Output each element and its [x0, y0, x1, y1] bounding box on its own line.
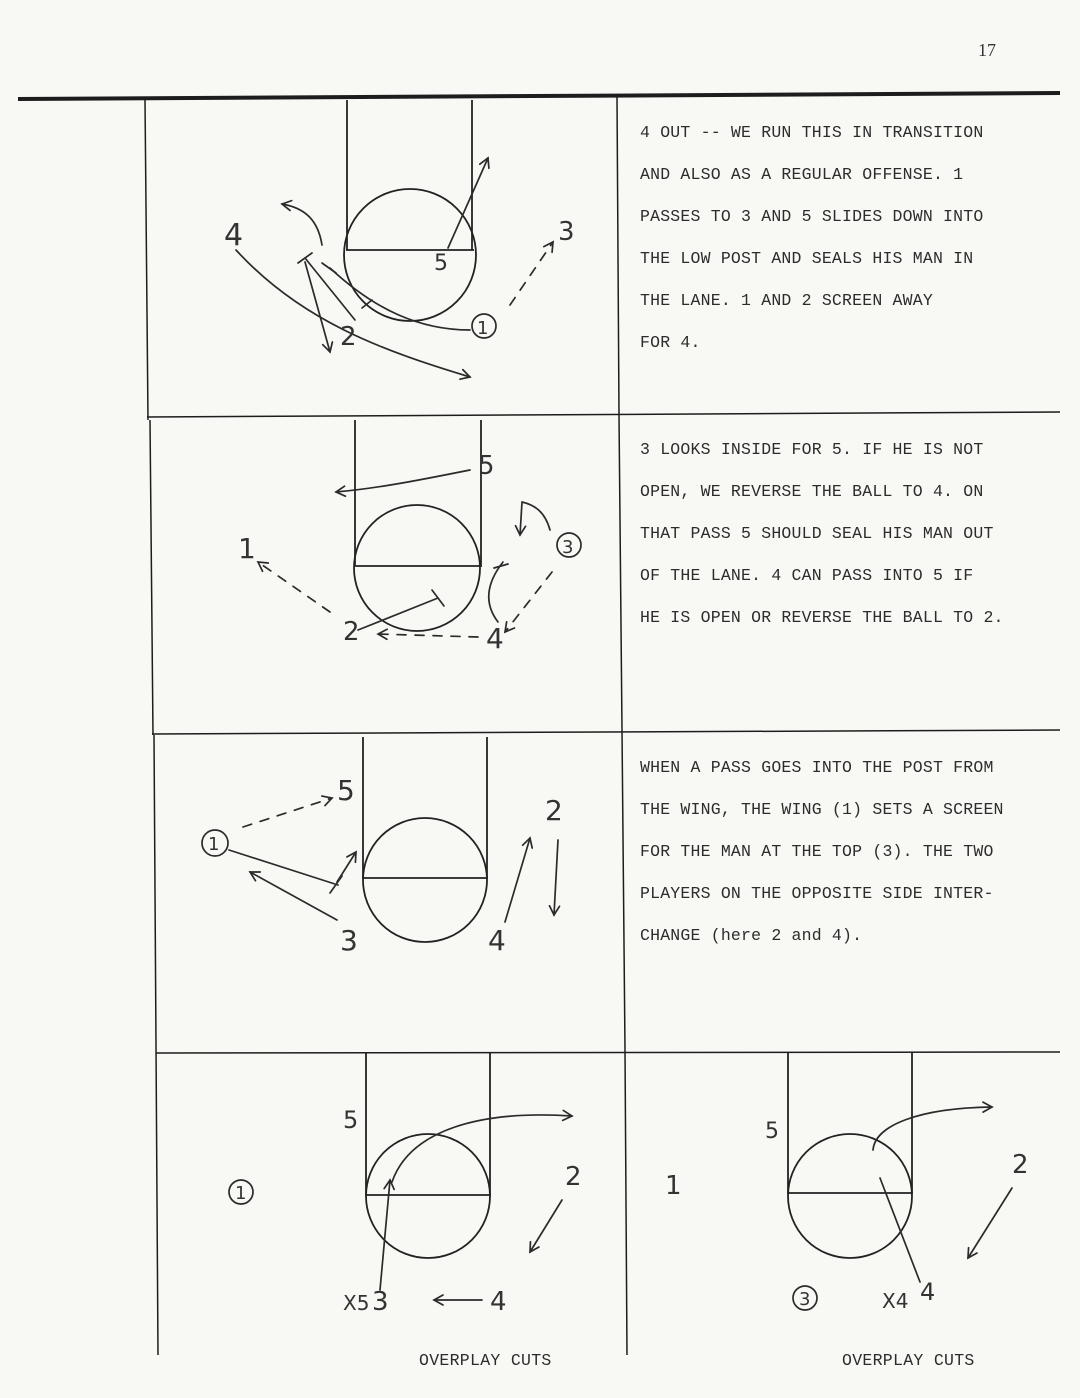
player-movements: [202, 798, 558, 922]
description-line: THE LOW POST AND SEALS HIS MAN IN: [640, 249, 974, 268]
player-label: 5: [343, 1106, 359, 1134]
player-label: 3: [558, 217, 575, 247]
player-label: 3: [562, 537, 574, 558]
cut-arrow: [554, 840, 558, 915]
cut-arrow: [380, 1180, 390, 1290]
player-label: 4: [490, 1287, 507, 1317]
player-label: 1: [665, 1171, 682, 1201]
player-label: 4: [486, 622, 504, 655]
description-line: THE LANE. 1 AND 2 SCREEN AWAY: [640, 291, 933, 310]
player-label: 3: [340, 924, 358, 957]
court-key: [787, 1053, 913, 1258]
screen-path: [229, 850, 338, 885]
page-number: 17: [978, 40, 996, 60]
diagram-panel-3: [202, 737, 563, 957]
pass-arrow: [378, 634, 478, 637]
court-key: [354, 420, 482, 631]
pass-arrow: [505, 572, 552, 632]
description-line: AND ALSO AS A REGULAR OFFENSE. 1: [640, 165, 964, 184]
pass-arrow: [258, 562, 330, 612]
screen-path: [358, 598, 438, 630]
description-line: THE WING, THE WING (1) SETS A SCREEN: [640, 800, 1004, 819]
court-key: [344, 100, 476, 321]
description-line: FOR 4.: [640, 333, 701, 352]
cut-arrow: [873, 1107, 992, 1150]
screen-mark: [432, 590, 444, 606]
description-line: WHEN A PASS GOES INTO THE POST FROM: [640, 758, 994, 777]
cut-arrow: [530, 1200, 562, 1252]
cut-arrow: [250, 872, 337, 920]
description-line: CHANGE (here 2 and 4).: [640, 926, 863, 945]
court-key: [362, 737, 488, 942]
diagram-panel-2: [238, 420, 581, 655]
player-label: 1: [477, 318, 489, 339]
player-label: 4: [920, 1278, 936, 1306]
cut-arrow: [448, 158, 488, 248]
pass-arrow: [510, 242, 553, 305]
description-line: FOR THE MAN AT THE TOP (3). THE TWO: [640, 842, 994, 861]
diagram-panel-4: [229, 1053, 582, 1317]
player-label: 2: [340, 322, 357, 352]
player-label: 5: [434, 251, 448, 276]
cut-arrow: [392, 1115, 572, 1182]
cut-arrow: [282, 204, 322, 245]
screen-mark: [322, 263, 336, 273]
description-line: HE IS OPEN OR REVERSE THE BALL TO 2.: [640, 608, 1004, 627]
cut-arrow: [305, 262, 330, 352]
player-label: 5: [478, 451, 495, 481]
bottom-left-caption: OVERPLAY CUTS: [419, 1351, 552, 1370]
player-movements: [229, 1115, 572, 1300]
description-line: OPEN, WE REVERSE THE BALL TO 4. ON: [640, 482, 984, 501]
panel-1-description: [640, 112, 983, 364]
player-label: 3: [799, 1289, 811, 1310]
cut-arrow: [968, 1188, 1012, 1258]
player-label: 4: [224, 218, 244, 253]
diagram-panel-1: [224, 100, 575, 377]
cut-arrow: [337, 852, 356, 882]
court-key: [365, 1053, 491, 1258]
player-label: 2: [1012, 1150, 1029, 1180]
player-label: 1: [238, 532, 256, 565]
description-line: 4 OUT -- WE RUN THIS IN TRANSITION: [640, 123, 984, 142]
player-movements: [793, 1107, 1012, 1310]
cut-arrow: [520, 502, 550, 535]
cut-arrow: [505, 838, 530, 922]
diagram-panel-5: [665, 1053, 1029, 1313]
bottom-right-caption: OVERPLAY CUTS: [842, 1351, 975, 1370]
defender-label: X5: [343, 1291, 370, 1315]
screen-mark: [330, 876, 342, 893]
player-label: 2: [545, 794, 563, 827]
player-label: 2: [565, 1162, 582, 1192]
player-label: 5: [765, 1119, 779, 1144]
player-label: 3: [372, 1287, 389, 1317]
defender-label: X4: [882, 1289, 909, 1313]
description-line: PASSES TO 3 AND 5 SLIDES DOWN INTO: [640, 207, 984, 226]
description-line: THAT PASS 5 SHOULD SEAL HIS MAN OUT: [640, 524, 994, 543]
pass-arrow: [243, 798, 332, 827]
player-label: 4: [488, 924, 506, 957]
player-label: 2: [343, 617, 360, 647]
cut-arrow: [336, 470, 470, 492]
description-line: 3 LOOKS INSIDE FOR 5. IF HE IS NOT: [640, 440, 984, 459]
panel-3-description: [640, 747, 1004, 957]
player-movements: [258, 470, 581, 637]
description-line: PLAYERS ON THE OPPOSITE SIDE INTER-: [640, 884, 994, 903]
player-label: 5: [337, 774, 355, 807]
panel-2-description: [640, 429, 1004, 639]
screen-path: [489, 562, 503, 622]
player-label: 1: [235, 1183, 247, 1204]
description-line: OF THE LANE. 4 CAN PASS INTO 5 IF: [640, 566, 974, 585]
player-label: 1: [208, 834, 220, 855]
